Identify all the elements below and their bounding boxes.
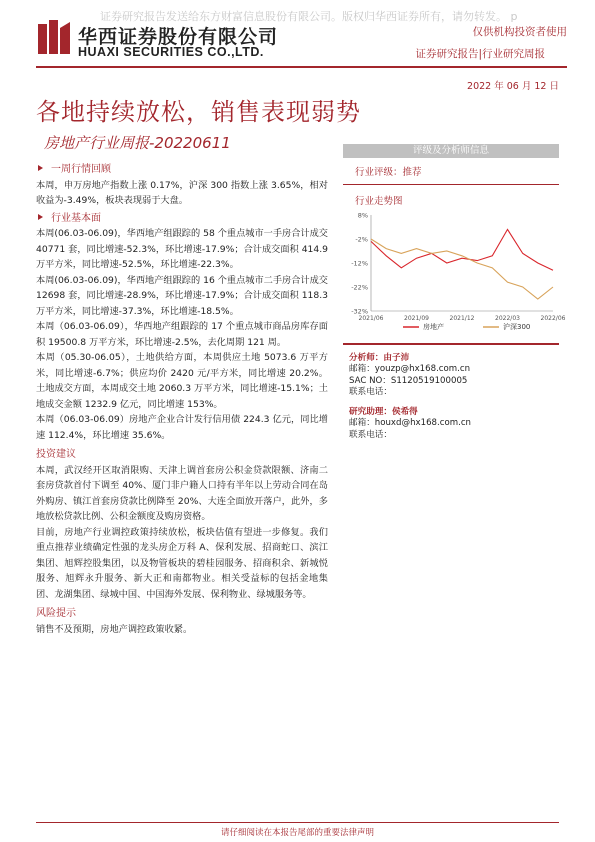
trend-chart (343, 209, 566, 339)
y-tick-label: -2% (355, 235, 368, 244)
footer-disclaimer: 请仔细阅读在本报告尾部的重要法律声明 (220, 828, 374, 838)
y-tick-label: 8% (357, 211, 368, 220)
fundamentals-paragraph-1: 本周(06.03-06.09)，华西地产组跟踪的 58 个重点城市一手房合计成交 40771 套，同比增速-52.3%，环比增速-17.9%；合计成交面积 414.9 万平方米，同比增速-52.5%，环比增速-22.3%。 (36, 228, 328, 270)
section-heading-risk: 风险提示 (36, 608, 76, 619)
assistant-name: 研究助理：侯希得 (349, 406, 418, 417)
report-body (36, 160, 328, 637)
industry-rating: 行业评级：推荐 (355, 167, 422, 178)
section-heading-fundamentals (36, 211, 328, 227)
report-subtitle: 房地产行业周报-20220611 (44, 134, 231, 152)
sidebar (343, 144, 566, 441)
x-tick-label: 2022/03 (495, 315, 520, 322)
audience-label: 仅供机构投资者使用 (472, 26, 567, 38)
section-heading-review (36, 162, 328, 178)
y-tick-label: -22% (351, 283, 368, 292)
analyst-email: 邮箱：youzp@hx168.com.cn (349, 364, 471, 374)
fundamentals-paragraph-3: 本周（06.03-06.09），华西地产组跟踪的 17 个重点城市商品房库存面积 19500.8 万平方米，环比增速-2.5%，去化周期 121 周。 (36, 321, 328, 348)
risk-paragraph: 销售不及预期，房地产调控政策收紧。 (36, 623, 193, 635)
bullet-triangle-icon (38, 165, 43, 171)
brand-name-cn: 华西证券股份有限公司 (78, 26, 279, 48)
report-title: 各地持续放松，销售表现弱势 (36, 98, 361, 126)
section-heading-invest: 投资建议 (36, 449, 76, 460)
x-tick-label: 2021/12 (449, 315, 475, 322)
review-heading-text: 一周行情回顾 (51, 164, 111, 175)
assistant-email: 邮箱：houxd@hx168.com.cn (349, 418, 471, 428)
trend-chart-title: 行业走势图 (355, 196, 403, 207)
analyst-name: 分析师：由子沛 (349, 352, 410, 363)
y-tick-label: -32% (351, 307, 368, 316)
series-line-real-estate (371, 229, 553, 270)
rating-header: 评级及分析师信息 (343, 144, 559, 158)
brand-name-en: HUAXI SECURITIES CO.,LTD. (78, 45, 264, 59)
watermark-text: 证券研究报告发送给东方财富信息股份有限公司。版权归华西证券所有，请勿转发。 p (100, 10, 518, 23)
company-logo (36, 18, 72, 58)
analyst-phone: 联系电话： (349, 387, 392, 397)
x-tick-label: 2021/09 (404, 315, 429, 322)
fundamentals-heading-text: 行业基本面 (51, 212, 101, 224)
footer-divider (36, 822, 559, 823)
x-tick-label: 2021/06 (358, 315, 384, 322)
report-date: 2022 年 06 月 12 日 (467, 81, 559, 92)
header-divider (36, 66, 567, 68)
fundamentals-paragraph-5: 本周（06.03-06.09）房地产企业合计发行信用债 224.3 亿元，同比增速 112.4%，环比增速 35.6%。 (36, 414, 328, 441)
legend-label: 沪深300 (503, 323, 531, 331)
analyst-sac: SAC NO：S1120519100005 (349, 375, 468, 386)
bullet-triangle-icon (38, 214, 43, 220)
report-type-label: 证券研究报告|行业研究周报 (415, 48, 545, 60)
invest-paragraph-1: 本周，武汉经开区取消限购、天津上调首套房公积金贷款限额、济南二套房贷款首付下调至 40%、厦门非户籍人口持有半年以上劳动合同在岛外购房、镇江首套房贷款比例降至 20%、大连全面放开落户，此外，多地放松贷款比例、公积金额度及购房资格。 (36, 464, 328, 522)
invest-paragraph-2: 目前，房地产行业调控政策持续放松，板块估值有望进一步修复。我们重点推荐业绩确定性强的龙头房企万科 A、保利发展、招商蛇口、滨江集团、旭辉控股集团，以及物管板块的碧桂园服务、招商积余、新城悦服务、旭辉永升服务、新大正和南都物业。相关受益标的包括金地集团、龙湖集团、绿城中国、中国海外发展、保利物业、绿城服务等。 (36, 526, 328, 600)
x-tick-label: 2022/06 (540, 315, 566, 322)
fundamentals-paragraph-2: 本周(06.03-06.09)，华西地产组跟踪的 16 个重点城市二手房合计成交 12698 套，同比增速-28.9%，环比增速-17.9%；合计成交面积 118.3 万平方米，同比增速-37.3%，环比增速-18.5%。 (36, 274, 328, 317)
assistant-phone: 联系电话： (349, 429, 392, 440)
fundamentals-paragraph-4: 本周（05.30-06.05），土地供给方面，本周供应土地 5073.6 万平方米，同比增速-6.7%；供应均价 2420 元/平方米，同比增速 20.2%。土地成交方面，本周成交土地 2060.3 万平方米，同比增速-15.1%；土地成交金额 1232.9 亿元，同比增速 153%。 (36, 352, 328, 410)
review-paragraph: 本周，申万房地产指数上涨 0.17%，沪深 300 指数上涨 3.65%，相对收益为-3.49%，板块表现弱于大盘。 (36, 179, 328, 206)
y-tick-label: -12% (351, 259, 368, 268)
legend-label: 房地产 (423, 323, 444, 331)
series-line-csi300 (371, 239, 553, 299)
analyst-block (343, 345, 559, 442)
